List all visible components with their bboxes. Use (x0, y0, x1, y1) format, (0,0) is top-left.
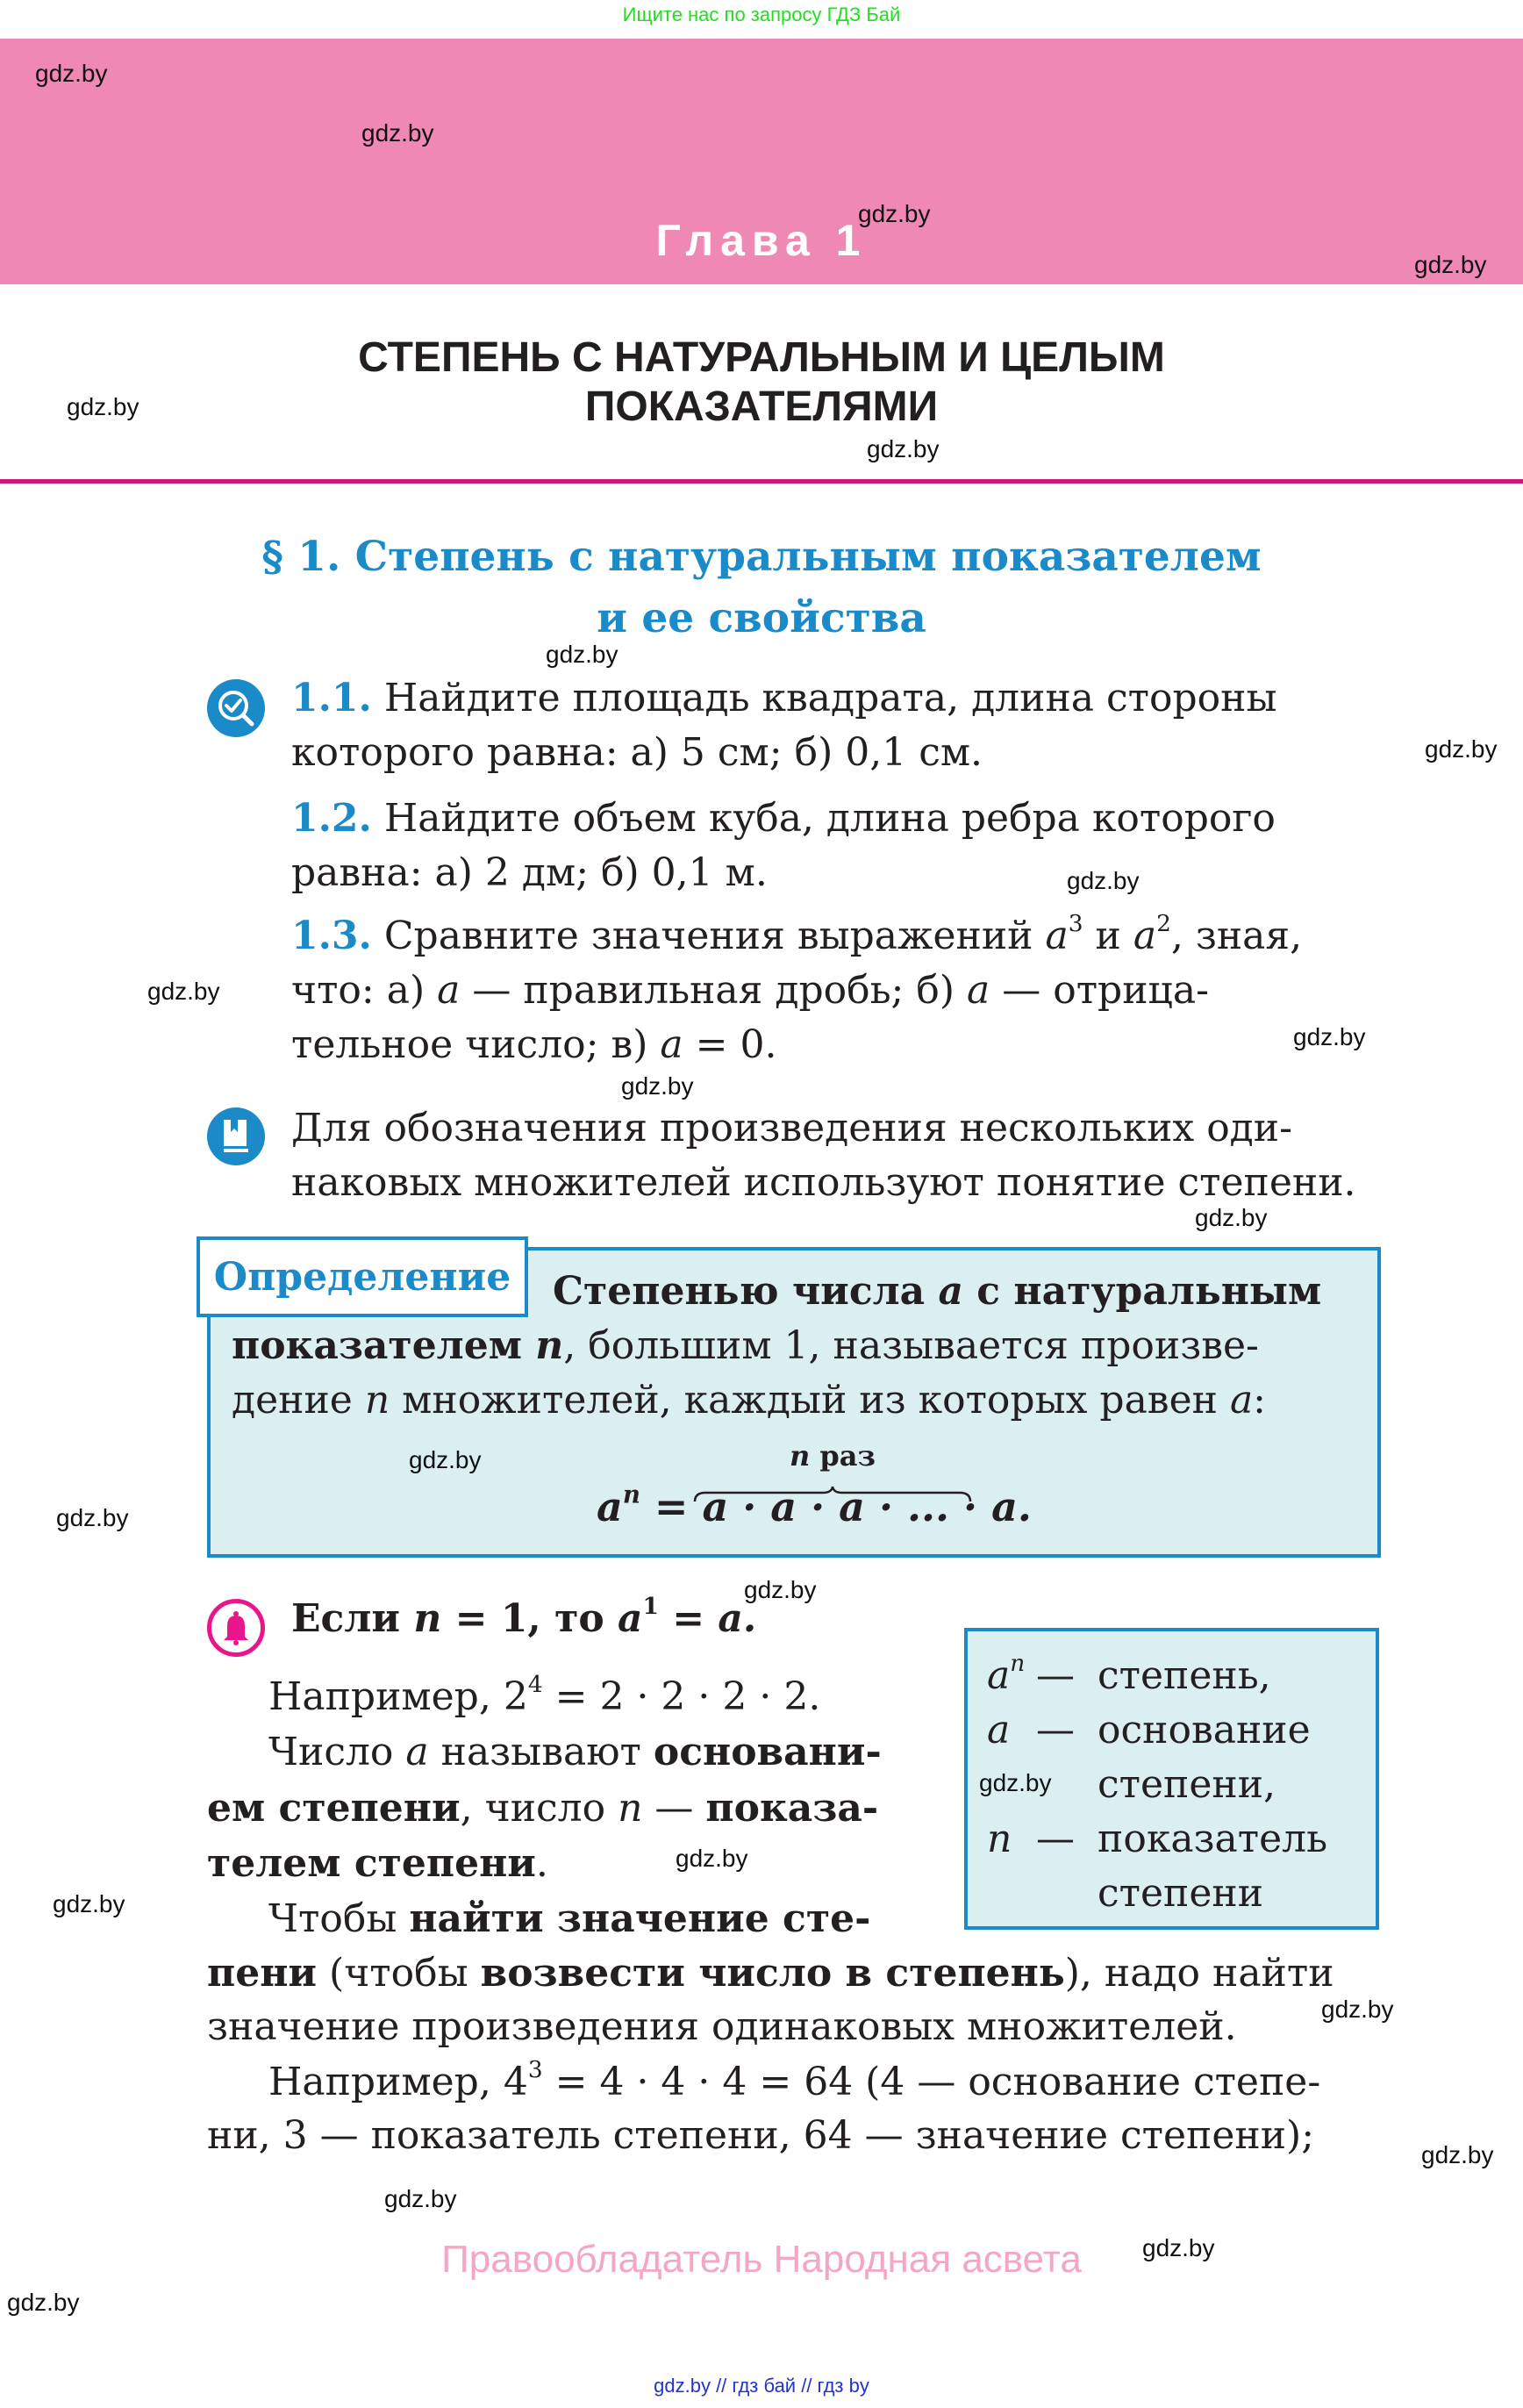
body-text: = 4 · 4 · 4 = 64 (4 — основание степе- (542, 2060, 1321, 2104)
watermark: gdz.by (35, 60, 108, 87)
term-text: показатель (1098, 1817, 1328, 1861)
math-var: a (1133, 914, 1157, 958)
dash: — (1036, 1708, 1075, 1752)
formula-rhs: = a · a · a · ... · a. (654, 1483, 1032, 1530)
watermark: gdz.by (867, 435, 940, 462)
exercise-text: Найдите площадь квадрата, длина стороны (383, 676, 1277, 720)
find-value-line-2 (207, 1946, 1379, 2001)
math-var: a (967, 968, 990, 1013)
definition-text: Степенью числа (553, 1269, 939, 1314)
definition-text: дение (232, 1378, 365, 1423)
intro-text: наковых множителей используют понятие степени. (291, 1160, 1356, 1205)
definition-tab: Определение (197, 1236, 528, 1317)
body-text: Например, 2 (268, 1674, 528, 1719)
body-text: = 2 · 2 · 2 · 2. (542, 1674, 821, 1719)
body-text: ), надо найти (1064, 1951, 1334, 1996)
body-text: . (535, 1841, 548, 1886)
watermark: gdz.by (409, 1446, 482, 1473)
term: показа- (705, 1786, 879, 1831)
math-exponent: n (1010, 1650, 1026, 1678)
watermark: gdz.by (979, 1769, 1052, 1796)
exercise-number: 1.1. (291, 676, 372, 720)
math-exponent: 4 (527, 1671, 543, 1699)
search-hint: Ищите нас по запросу ГДЗ Бай (622, 4, 901, 25)
watermark: gdz.by (384, 2185, 457, 2212)
section-title (0, 527, 1523, 649)
book-icon (207, 1107, 265, 1165)
math-exponent: 3 (527, 2056, 543, 2084)
dash: — (1036, 1817, 1075, 1861)
math-var: n (413, 1596, 442, 1641)
watermark: gdz.by (744, 1576, 817, 1603)
exercise-text: — правильная дробь; б) (460, 968, 968, 1013)
watermark: gdz.by (56, 1504, 129, 1531)
exercise-text: = 0. (683, 1022, 777, 1067)
watermark: gdz.by (1321, 1996, 1394, 2023)
definition-text: : (1253, 1378, 1266, 1423)
watermark: gdz.by (1293, 1023, 1366, 1050)
example-2-line-2: ни, 3 — показатель степени, 64 — значение степени); (207, 2113, 1315, 2158)
watermark: gdz.by (621, 1072, 694, 1100)
definition-text: называется произве- (820, 1323, 1259, 1368)
term: основани- (653, 1730, 882, 1774)
exercise-text: Сравните значения выражений (383, 914, 1046, 958)
math-exponent: 1 (642, 1593, 659, 1621)
watermark: gdz.by (1067, 867, 1140, 894)
copyright: Правообладатель Народная асвета (441, 2238, 1082, 2281)
exercise-1-2 (291, 792, 1379, 900)
note-text: Если (291, 1596, 414, 1641)
watermark: gdz.by (1414, 251, 1487, 278)
definition-line-3 (232, 1373, 1355, 1428)
section-title-line-2: и ее свойства (597, 594, 926, 642)
math-var: a. (718, 1596, 757, 1641)
terms-row (987, 1812, 1327, 1867)
dash: — (1036, 1653, 1075, 1698)
body-text: называют (428, 1730, 654, 1774)
exercise-text: которого равна: а) 5 см; б) 0,1 см. (291, 730, 983, 775)
brace-label (790, 1439, 876, 1473)
term-text: степени, (1098, 1762, 1276, 1807)
exercise-text: равна: а) 2 дм; б) 0,1 м. (291, 850, 768, 895)
math-var: a (597, 1483, 623, 1530)
watermark: gdz.by (858, 200, 931, 227)
definition-text: множителей, каждый из которых равен (390, 1378, 1230, 1423)
math-var: a (405, 1730, 429, 1774)
divider (0, 479, 1523, 484)
math-exponent: 3 (1068, 910, 1083, 938)
term: телем степени (207, 1841, 536, 1886)
watermark: gdz.by (546, 641, 618, 668)
chapter-title-line-1: СТЕПЕНЬ С НАТУРАЛЬНЫМ И ЦЕЛЫМ (358, 334, 1165, 381)
math-var: a (987, 1708, 1011, 1752)
watermark: gdz.by (1421, 2141, 1494, 2168)
math-var: n (618, 1786, 643, 1831)
bell-icon (207, 1599, 265, 1657)
term-text: основание (1098, 1708, 1311, 1752)
note-text: = (658, 1596, 719, 1641)
term-text: степени (1098, 1871, 1264, 1916)
definition-text: показателем (232, 1323, 536, 1368)
watermark: gdz.by (53, 1890, 125, 1917)
exercise-text: что: а) (291, 968, 438, 1013)
terms-row (987, 1703, 1311, 1758)
section-title-line-1: § 1. Степень с натуральным показателем (261, 533, 1262, 581)
chapter-label: Глава 1 (655, 216, 868, 265)
base-definition-line-3 (207, 1837, 918, 1891)
math-exponent: 2 (1156, 910, 1171, 938)
definition-line-1 (553, 1265, 1355, 1319)
chapter-title-line-2: ПОКАЗАТЕЛЯМИ (584, 383, 939, 430)
footer-links[interactable]: gdz.by // гдз бай // гдз by (654, 2375, 869, 2397)
exercise-text: и (1083, 914, 1133, 958)
math-exponent: n (622, 1480, 640, 1509)
intro-paragraph (291, 1101, 1379, 1210)
base-definition-line-1 (268, 1725, 918, 1780)
exercise-number: 1.2. (291, 796, 372, 841)
body-text: Число (268, 1730, 406, 1774)
term: ем степени (207, 1786, 461, 1831)
watermark: gdz.by (67, 393, 139, 420)
watermark: gdz.by (1195, 1204, 1268, 1231)
math-var: n (535, 1323, 564, 1368)
definition-text: , большим 1, (563, 1323, 821, 1368)
exercise-number: 1.3. (291, 914, 372, 958)
example-1 (268, 1670, 935, 1724)
watermark: gdz.by (676, 1845, 748, 1872)
math-var: n (364, 1378, 390, 1423)
intro-text: Для обозначения произведения нескольких оди- (291, 1106, 1292, 1150)
watermark: gdz.by (361, 119, 434, 147)
watermark: gdz.by (147, 978, 220, 1005)
body-text: , число (460, 1786, 618, 1831)
terms-row (987, 1867, 1263, 1921)
math-var: a (437, 968, 461, 1013)
math-var: n (790, 1439, 811, 1473)
exercise-text: Найдите объем куба, длина ребра которого (383, 796, 1276, 841)
math-var: a (938, 1269, 963, 1314)
chapter-title (0, 333, 1523, 432)
body-text: Чтобы (268, 1896, 410, 1941)
definition-formula (597, 1480, 1032, 1530)
find-value-line-1 (268, 1892, 918, 1946)
body-text: (чтобы (317, 1951, 481, 1996)
watermark: gdz.by (7, 2289, 80, 2316)
body-text: — (642, 1786, 706, 1831)
math-var: a (1229, 1378, 1254, 1423)
definition-text: с натуральным (962, 1269, 1322, 1314)
term-text: степень, (1098, 1653, 1271, 1698)
math-var: a (660, 1022, 683, 1067)
math-var: a (618, 1596, 643, 1641)
math-var: a (1045, 914, 1069, 958)
magnifier-check-icon (207, 679, 265, 737)
example-2-line-1 (268, 2055, 1379, 2110)
body-text: Например, 4 (268, 2060, 528, 2104)
note-text: = 1, то (441, 1596, 618, 1641)
math-var: n (987, 1817, 1012, 1861)
exercise-1-1 (291, 671, 1379, 780)
exercise-text: — отрица- (990, 968, 1209, 1013)
watermark: gdz.by (1142, 2234, 1215, 2261)
exercise-1-3 (291, 909, 1379, 1072)
term: пени (207, 1951, 318, 1996)
brace-text: раз (810, 1439, 876, 1473)
definition-line-2 (232, 1319, 1355, 1373)
term: найти значение сте- (409, 1896, 871, 1941)
terms-row (987, 1649, 1271, 1703)
term: возвести число в степень (480, 1951, 1065, 1996)
exercise-text: , зная, (1170, 914, 1303, 958)
watermark: gdz.by (1425, 735, 1498, 763)
find-value-line-3: значение произведения одинаковых множителей. (207, 2004, 1237, 2049)
exercise-text: тельное число; в) (291, 1022, 661, 1067)
math-var: a (987, 1653, 1011, 1698)
base-definition-line-2 (207, 1781, 918, 1836)
